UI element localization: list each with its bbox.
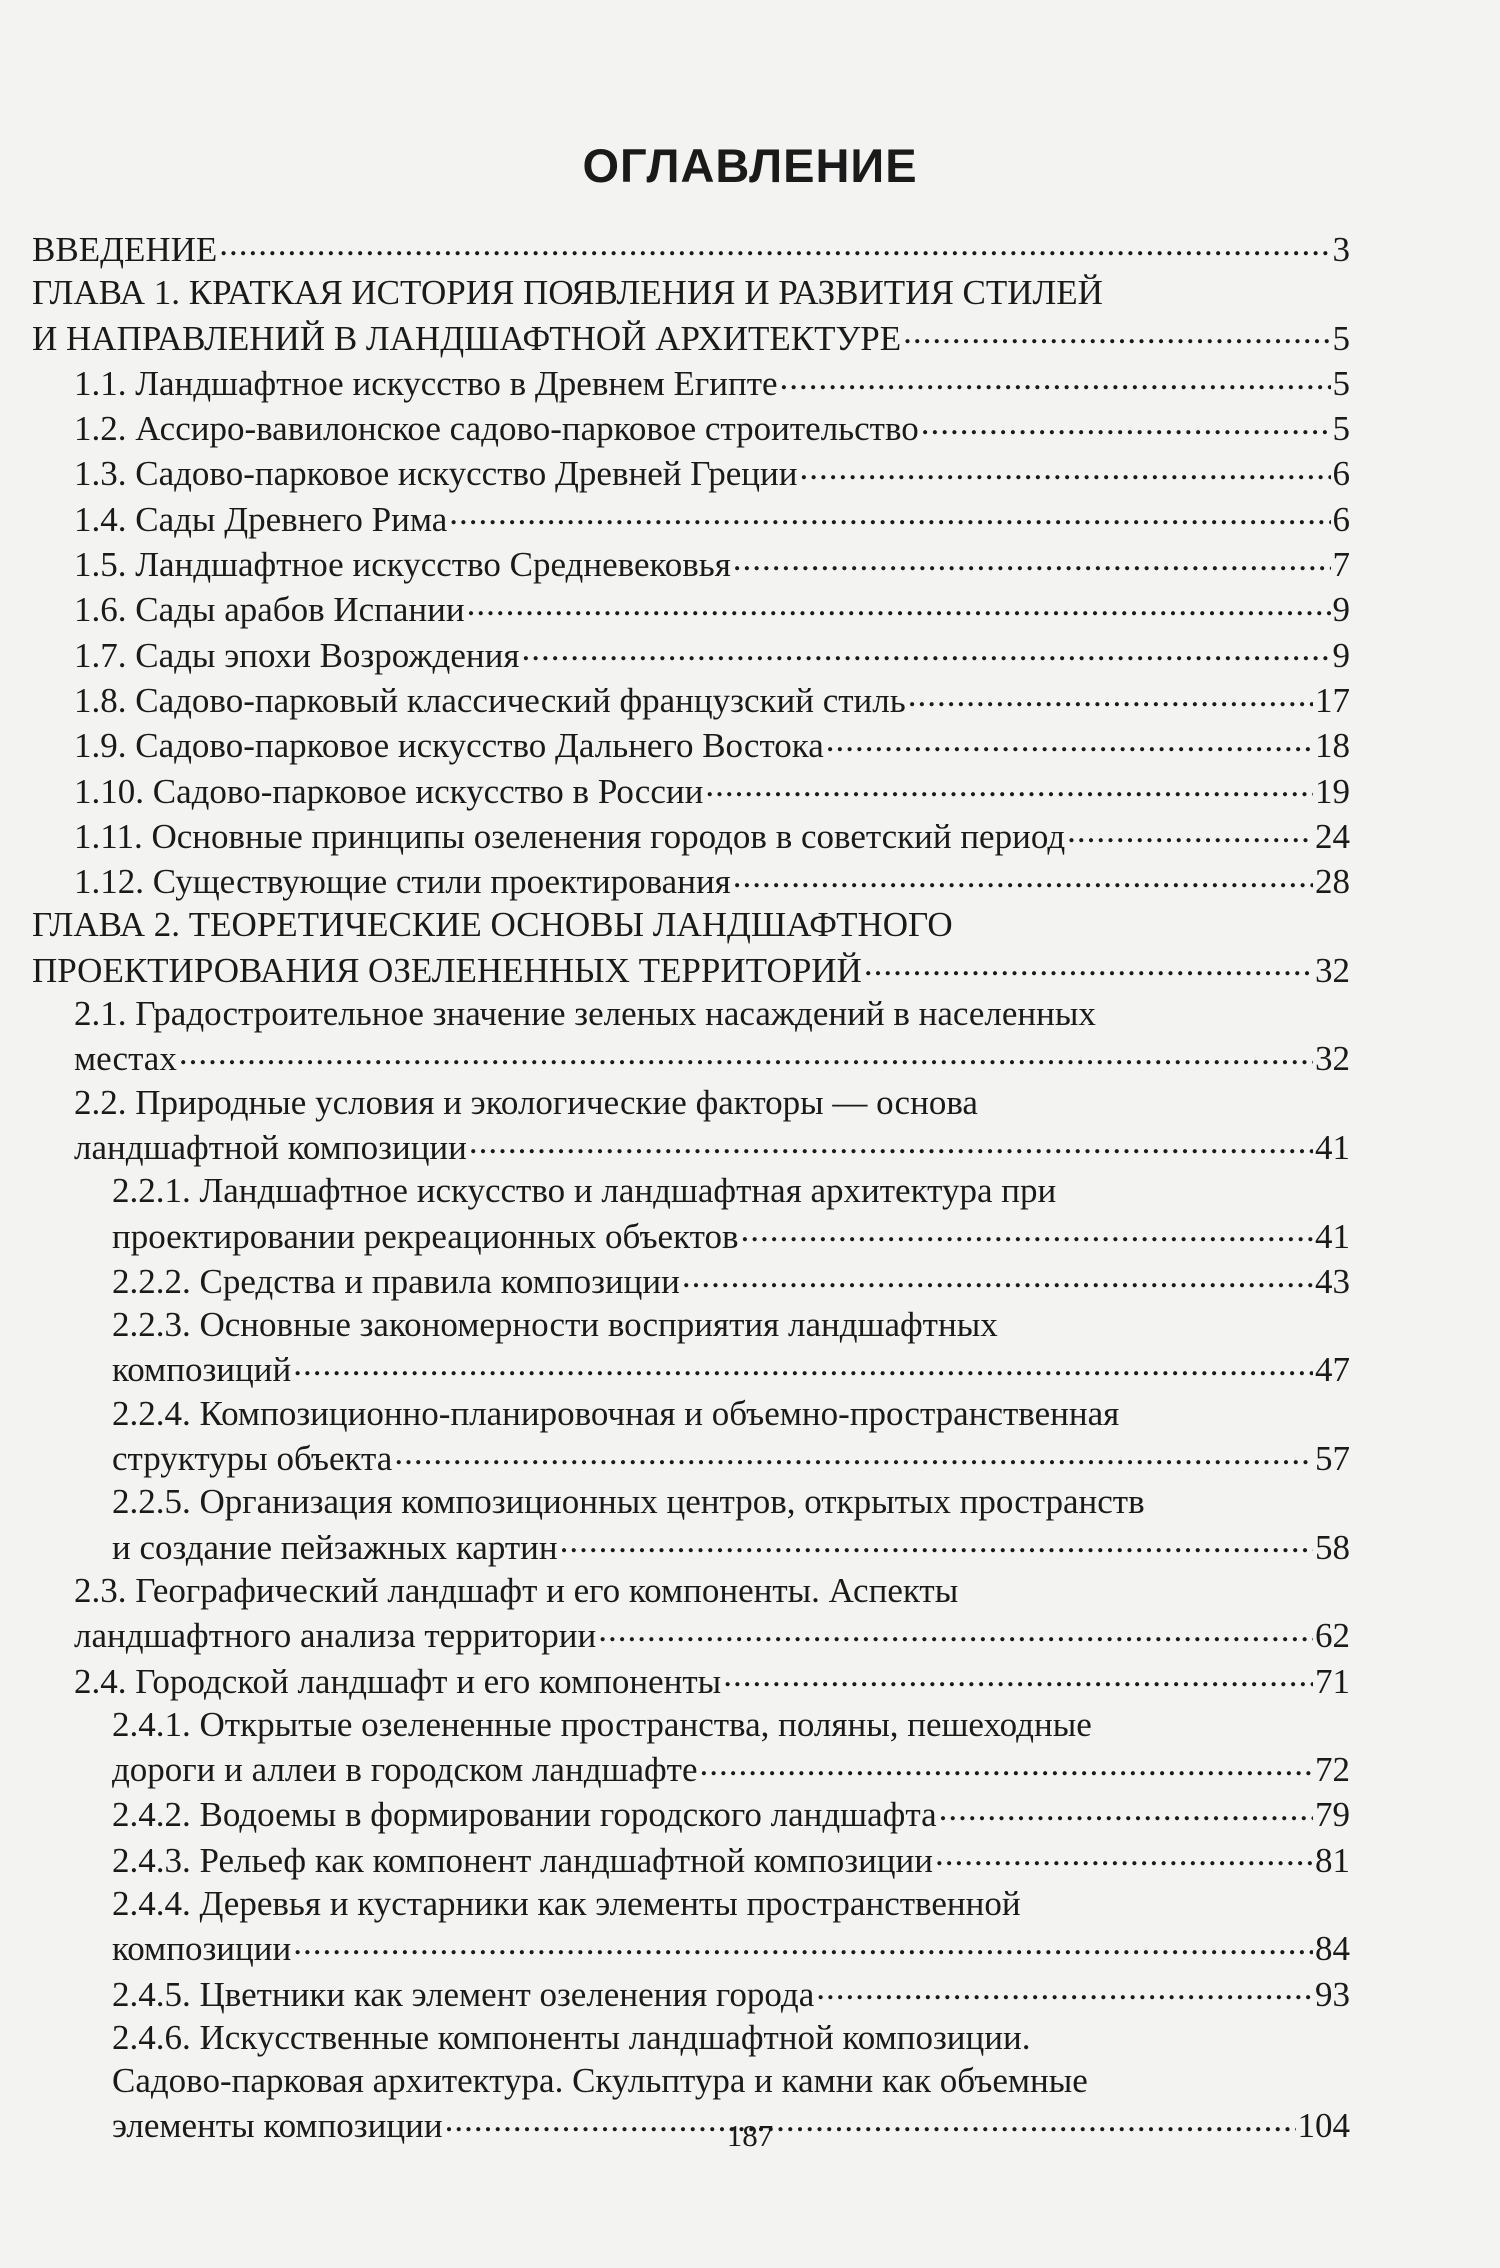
toc-entry-last-line <box>74 813 1350 858</box>
toc-entry-title: 1.6. Сады арабов Испании <box>74 590 465 630</box>
toc-entry <box>32 271 1350 360</box>
toc-entry-last-line <box>32 315 1350 360</box>
dot-leader <box>293 1346 1313 1381</box>
toc-entry-last-line <box>74 1124 1350 1169</box>
toc-page-number: 3 <box>1332 230 1350 269</box>
toc-entry-title: структуры объекта <box>112 1439 393 1479</box>
toc-page-number: 72 <box>1315 1750 1350 1790</box>
toc-entry-title: 1.10. Садово-парковое искусство в России <box>74 771 704 811</box>
toc-page-number: 17 <box>1315 680 1350 720</box>
toc-entry <box>32 677 1350 722</box>
toc-entry-line <box>112 1882 1350 1925</box>
dot-leader <box>705 768 1313 803</box>
toc-page-number: 7 <box>1332 545 1350 585</box>
toc-entry-last-line <box>112 1925 1350 1970</box>
page-title: ОГЛАВЛЕНИЕ <box>582 139 918 192</box>
toc-entry-title: 2.4.1. Открытые озелененные пространства, поляны, пешеходные <box>112 1704 1092 1744</box>
toc-entry-title: 1.1. Ландшафтное искусство в Древнем Египте <box>74 363 778 403</box>
toc-entry-title: 1.4. Сады Древнего Рима <box>74 499 448 539</box>
dot-leader <box>467 586 1331 621</box>
dot-leader <box>521 632 1330 667</box>
toc-entry-title: 2.4.4. Деревья и кустарники как элементы пространственной <box>112 1883 1021 1923</box>
toc-entry-line <box>74 1081 1350 1124</box>
toc-page-number: 28 <box>1315 862 1350 902</box>
toc-entry-title: композиции <box>112 1929 292 1969</box>
toc-entry-last-line <box>112 1524 1350 1569</box>
toc-entry-last-line <box>74 1658 1350 1703</box>
toc-entry <box>32 1258 1350 1303</box>
dot-leader <box>733 541 1331 576</box>
toc-entry-title: 1.8. Садово-парковый классический французский стиль <box>74 680 906 720</box>
dot-leader <box>908 677 1313 712</box>
toc-entry-title: 1.2. Ассиро-вавилонское садово-парковое строительство <box>74 409 919 449</box>
toc-entry-title: 2.4. Городской ландшафт и его компоненты <box>74 1661 722 1701</box>
toc-entry <box>32 992 1350 1081</box>
dot-leader <box>780 360 1331 395</box>
toc-entry-last-line <box>74 586 1350 631</box>
toc-entry-title: ВВЕДЕНИЕ <box>32 230 218 269</box>
toc-entry-title: 1.5. Ландшафтное искусство Средневековья <box>74 545 731 585</box>
toc-page-number: 6 <box>1332 454 1350 494</box>
toc-entry-last-line <box>112 1746 1350 1791</box>
toc-entry-last-line <box>74 677 1350 722</box>
toc-entry-title: 1.3. Садово-парковое искусство Древней Греции <box>74 454 798 494</box>
toc-entry-title: элементы композиции <box>112 2106 443 2146</box>
toc-page-number: 41 <box>1315 1127 1350 1167</box>
toc-page-number: 5 <box>1332 363 1350 403</box>
toc-entry <box>32 1392 1350 1481</box>
toc-entry-title: 2.4.2. Водоемы в формировании городского ландшафта <box>112 1795 937 1835</box>
toc-entry-title: 2.4.6. Искусственные компоненты ландшафтной композиции. <box>112 2017 1031 2057</box>
toc-entry-title: 1.11. Основные принципы озеленения городов в советский период <box>74 816 1066 856</box>
toc-entry-title: ГЛАВА 2. ТЕОРЕТИЧЕСКИЕ ОСНОВЫ ЛАНДШАФТНОГО <box>32 905 953 945</box>
toc-entry-title: ландшафтного анализа территории <box>74 1616 597 1656</box>
toc-entry-last-line <box>112 1971 1350 2016</box>
toc-entry-line <box>112 2016 1350 2059</box>
toc-entry-title: 2.2.4. Композиционно-планировочная и объемно-пространственная <box>112 1393 1120 1433</box>
toc-entry-last-line <box>74 858 1350 903</box>
toc-entry-title: местах <box>74 1039 177 1079</box>
toc-page-number: 79 <box>1315 1795 1350 1835</box>
toc-entry <box>32 1791 1350 1836</box>
toc-entry-last-line <box>74 1035 1350 1080</box>
dot-leader <box>394 1435 1313 1470</box>
toc-entry-title: 2.2.2. Средства и правила композиции <box>112 1261 680 1301</box>
toc-entry-title: Садово-парковая архитектура. Скульптура и камни как объемные <box>112 2061 1088 2101</box>
toc-entry-title: ландшафтной композиции <box>74 1127 467 1167</box>
toc-page-number: 18 <box>1315 726 1350 766</box>
toc-entry-title: 2.4.3. Рельеф как компонент ландшафтной композиции <box>112 1840 933 1880</box>
toc-entry-last-line <box>112 1346 1350 1391</box>
dot-leader <box>219 226 1330 261</box>
toc-entry <box>32 1480 1350 1569</box>
dot-leader <box>741 1213 1314 1248</box>
toc-entry <box>32 1703 1350 1792</box>
toc-entry-last-line <box>32 947 1350 992</box>
toc-entry <box>32 1971 1350 2016</box>
toc-entry <box>32 496 1350 541</box>
dot-leader <box>864 947 1313 982</box>
toc-entry-title: 2.4.5. Цветники как элемент озеленения города <box>112 1974 815 2014</box>
toc-entry <box>32 226 1350 271</box>
toc-entry <box>32 1081 1350 1170</box>
dot-leader <box>449 496 1330 531</box>
toc-page-number: 104 <box>1297 2106 1350 2146</box>
toc-entry <box>32 1837 1350 1882</box>
toc-entry-title: и создание пейзажных картин <box>112 1527 558 1567</box>
toc-entry-line <box>32 271 1350 314</box>
toc-entry-last-line <box>74 632 1350 677</box>
dot-leader <box>700 1746 1314 1781</box>
toc-entry-last-line <box>74 1612 1350 1657</box>
toc-entry-title: 1.12. Существующие стили проектирования <box>74 862 731 902</box>
dot-leader <box>733 858 1313 893</box>
toc-entry <box>32 1169 1350 1258</box>
dot-leader <box>598 1612 1313 1647</box>
dot-leader <box>921 405 1331 440</box>
toc-entry <box>32 405 1350 450</box>
dot-leader <box>799 450 1330 485</box>
page-number: 187 <box>726 2118 774 2153</box>
toc-entry-last-line <box>112 1837 1350 1882</box>
toc-page-number: 62 <box>1315 1616 1350 1656</box>
toc-page-number: 9 <box>1332 590 1350 630</box>
toc-entry <box>32 541 1350 586</box>
toc-page-number: 93 <box>1315 1974 1350 2014</box>
toc-entry-line <box>112 1303 1350 1346</box>
toc-entry-line <box>112 1392 1350 1435</box>
toc-entry-last-line <box>74 450 1350 495</box>
dot-leader <box>903 315 1330 350</box>
toc-page-number: 6 <box>1332 499 1350 539</box>
dot-leader <box>293 1925 1313 1960</box>
toc-page-number: 32 <box>1315 950 1350 990</box>
dot-leader <box>1067 813 1313 848</box>
dot-leader <box>560 1524 1313 1559</box>
toc-entry-line <box>32 903 1350 946</box>
toc-page-number: 47 <box>1315 1350 1350 1390</box>
dot-leader <box>179 1035 1313 1070</box>
toc-page-number: 41 <box>1315 1216 1350 1256</box>
toc-entry <box>32 586 1350 631</box>
dot-leader <box>939 1791 1313 1826</box>
dot-leader <box>935 1837 1313 1872</box>
toc-entry <box>32 1658 1350 1703</box>
toc-page-number: 24 <box>1315 816 1350 856</box>
toc-page-number: 84 <box>1315 1929 1350 1969</box>
toc-entry <box>32 1569 1350 1658</box>
dot-leader <box>723 1658 1313 1693</box>
table-of-contents <box>32 226 1350 2148</box>
toc-entry-title: 2.2. Природные условия и экологические факторы — основа <box>74 1082 978 1122</box>
toc-entry-title: 1.9. Садово-парковое искусство Дальнего Востока <box>74 726 824 766</box>
toc-page-number: 57 <box>1315 1439 1350 1479</box>
toc-page-number: 58 <box>1315 1527 1350 1567</box>
toc-entry-title: ПРОЕКТИРОВАНИЯ ОЗЕЛЕНЕННЫХ ТЕРРИТОРИЙ <box>32 950 862 990</box>
dot-leader <box>469 1124 1313 1159</box>
toc-entry <box>32 632 1350 677</box>
toc-entry-last-line <box>32 226 1350 271</box>
toc-page-number: 81 <box>1315 1840 1350 1880</box>
toc-entry-last-line <box>112 1435 1350 1480</box>
toc-entry-title: 2.2.3. Основные закономерности восприятия ландшафтных <box>112 1305 998 1345</box>
toc-entry-last-line <box>74 722 1350 767</box>
toc-page-number: 71 <box>1315 1661 1350 1701</box>
toc-page-number: 5 <box>1332 409 1350 449</box>
toc-entry-line <box>112 1703 1350 1746</box>
toc-entry-title: 2.2.1. Ландшафтное искусство и ландшафтная архитектура при <box>112 1171 1057 1211</box>
toc-entry-line <box>112 1169 1350 1212</box>
toc-entry-title: 2.3. Географический ландшафт и его компоненты. Аспекты <box>74 1570 959 1610</box>
toc-entry <box>32 768 1350 813</box>
toc-page-number: 43 <box>1315 1261 1350 1301</box>
toc-entry-title: дороги и аллеи в городском ландшафте <box>112 1750 698 1790</box>
toc-entry-last-line <box>112 1258 1350 1303</box>
toc-entry <box>32 858 1350 903</box>
toc-page-number: 32 <box>1315 1039 1350 1079</box>
toc-entry <box>32 903 1350 992</box>
toc-entry-last-line <box>74 541 1350 586</box>
toc-entry-title: ГЛАВА 1. КРАТКАЯ ИСТОРИЯ ПОЯВЛЕНИЯ И РАЗВИТИЯ СТИЛЕЙ <box>32 273 1103 313</box>
toc-entry-last-line <box>74 360 1350 405</box>
toc-entry-title: 2.1. Градостроительное значение зеленых насаждений в населенных <box>74 994 1096 1034</box>
toc-entry <box>32 1882 1350 1971</box>
toc-entry <box>32 813 1350 858</box>
dot-leader <box>816 1971 1313 2006</box>
toc-page-number: 5 <box>1332 318 1350 358</box>
toc-entry <box>32 450 1350 495</box>
toc-entry-last-line <box>112 1791 1350 1836</box>
toc-entry-title: проектировании рекреационных объектов <box>112 1216 739 1256</box>
toc-entry-line <box>112 1480 1350 1523</box>
toc-page-number: 19 <box>1315 771 1350 811</box>
toc-entry-title: И НАПРАВЛЕНИЙ В ЛАНДШАФТНОЙ АРХИТЕКТУРЕ <box>32 318 902 358</box>
toc-page-number: 9 <box>1332 635 1350 675</box>
toc-entry-title: 2.2.5. Организация композиционных центров, открытых пространств <box>112 1482 1145 1522</box>
toc-entry-line <box>74 992 1350 1035</box>
toc-entry-title: 1.7. Сады эпохи Возрождения <box>74 635 520 675</box>
toc-entry <box>32 360 1350 405</box>
dot-leader <box>826 722 1313 757</box>
dot-leader <box>682 1258 1313 1293</box>
toc-entry <box>32 1303 1350 1392</box>
toc-entry-last-line <box>74 768 1350 813</box>
toc-entry-line <box>74 1569 1350 1612</box>
toc-entry-title: композиций <box>112 1350 292 1390</box>
toc-entry-line <box>112 2059 1350 2102</box>
toc-entry-last-line <box>74 496 1350 541</box>
toc-entry <box>32 722 1350 767</box>
toc-entry-last-line <box>74 405 1350 450</box>
toc-entry-last-line <box>112 1213 1350 1258</box>
